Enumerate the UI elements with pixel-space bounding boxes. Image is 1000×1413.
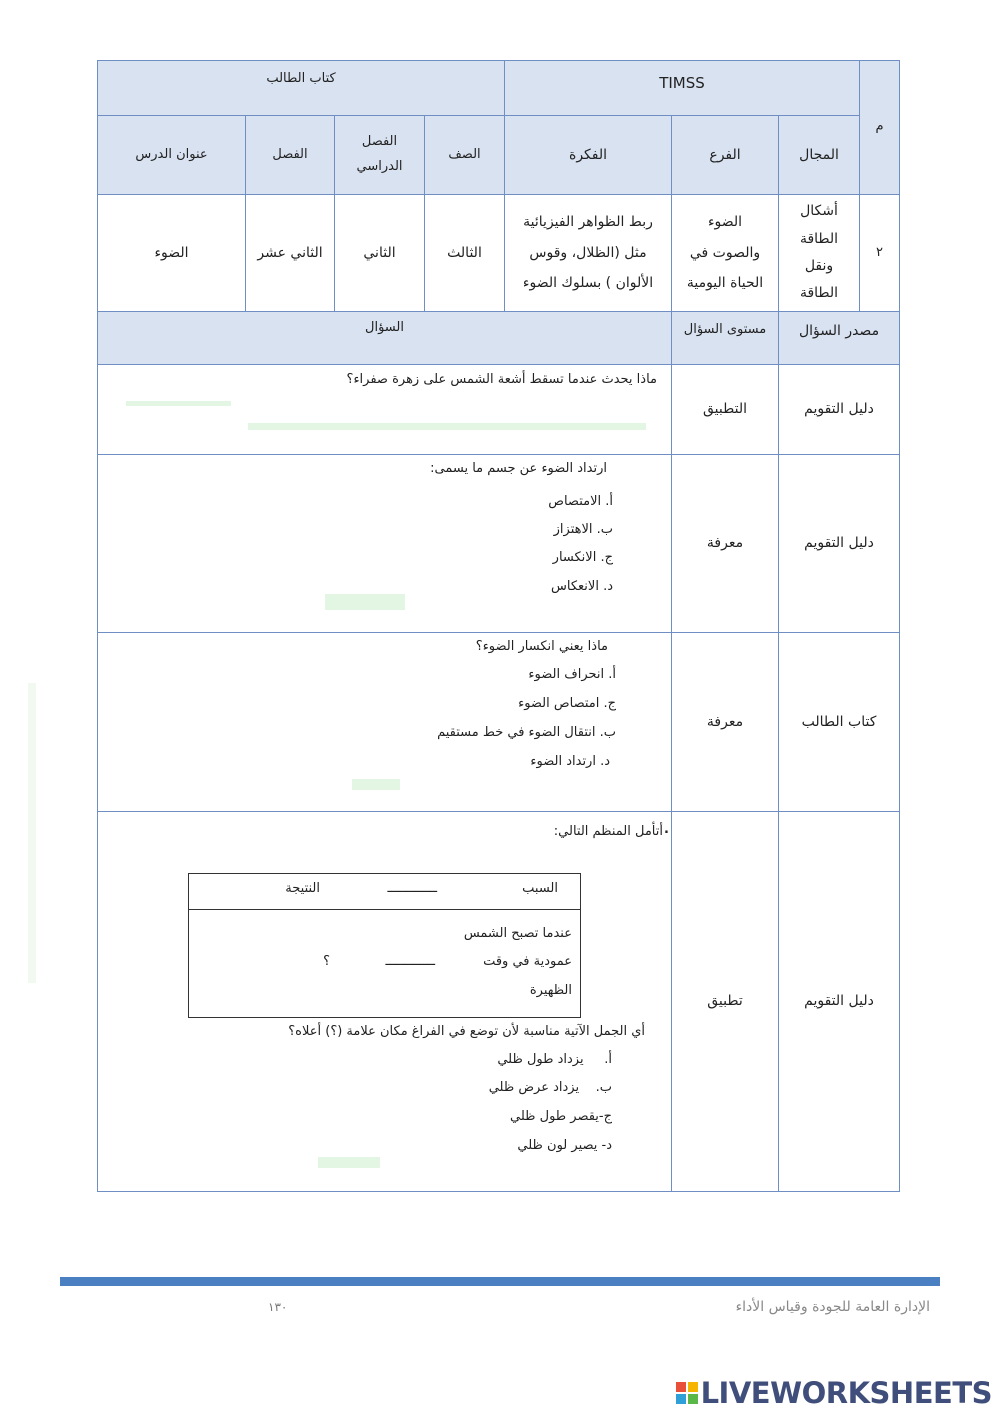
col-majal-label: المجال xyxy=(799,146,839,163)
q2-source: دليل التقويم xyxy=(804,535,874,552)
q3-source: كتاب الطالب xyxy=(801,713,877,730)
logo-text: LIVEWORKSHEETS xyxy=(700,1376,992,1410)
q1-text: ماذا يحدث عندما تسقط أشعة الشمس على زهرة صفراء؟ xyxy=(346,372,657,387)
col-saf-label: الصف xyxy=(448,146,481,162)
row-saf: الثالث xyxy=(447,244,482,261)
q4-followup: أي الجمل الآتية مناسبة لأن توضع في الفراغ مكان علامة (؟) أعلاه؟ xyxy=(288,1024,645,1039)
row-far-line: الضوء xyxy=(707,213,743,230)
row-majal-cell xyxy=(778,194,860,312)
q2-answer-field[interactable] xyxy=(325,594,405,610)
col-fasl-label: الفصل xyxy=(272,146,308,162)
q4-option: ب. يزداد عرض ظلي xyxy=(488,1080,612,1095)
qh-source-cell xyxy=(778,311,900,365)
q3-option: د. ارتداد الضوء xyxy=(530,754,610,769)
liveworksheets-logo xyxy=(676,1376,992,1410)
row-fikra-line: مثل (الظلال، وقوس xyxy=(529,244,647,261)
row-majal-line: أشكال xyxy=(800,203,838,220)
q2-option: ج. الانكسار xyxy=(552,550,613,565)
page-number: ١٣٠ xyxy=(268,1300,288,1314)
footer-bar xyxy=(60,1277,940,1286)
col-fasl xyxy=(245,115,335,195)
q1-answer-field-small[interactable] xyxy=(126,401,231,406)
row-majal-line: الطاقة xyxy=(799,230,839,247)
q3-source-cell xyxy=(778,632,900,812)
organizer-cause-line: عمودية في وقت xyxy=(483,954,572,969)
q4-source: دليل التقويم xyxy=(804,993,874,1010)
q4-bullet: . xyxy=(664,822,669,837)
col-far xyxy=(671,115,779,195)
col-fikra-label: الفكرة xyxy=(568,146,608,163)
col-saf xyxy=(424,115,505,195)
q4-source-cell xyxy=(778,811,900,1192)
row-fikra-line: الألوان ) بسلوك الضوء xyxy=(522,275,654,292)
col-fikra xyxy=(504,115,672,195)
row-majal-line: ونقل xyxy=(804,258,834,274)
organizer-arrow-mid: ـــــــــــــ xyxy=(385,954,435,969)
q4-option: ج-يقصر طول ظلي xyxy=(510,1109,612,1124)
header-timss-cell xyxy=(504,60,860,116)
margin-strip xyxy=(28,683,36,983)
header-timss: TIMSS xyxy=(659,74,705,92)
q3-option: أ. انحراف الضوء xyxy=(528,667,616,682)
organizer-cause-line: الظهيرة xyxy=(529,983,572,998)
q1-source: دليل التقويم xyxy=(804,401,874,418)
q2-level: معرفة xyxy=(706,535,744,552)
q4-level-cell xyxy=(671,811,779,1192)
q2-source-cell xyxy=(778,454,900,633)
header-m: م xyxy=(875,119,884,135)
q4-level: تطبيق xyxy=(707,993,743,1010)
row-far-line: الحياة اليومية xyxy=(686,275,764,292)
organizer-result-label: النتيجة xyxy=(285,881,320,896)
header-m-cell xyxy=(859,60,900,195)
row-fasl-dirasi-cell xyxy=(334,194,425,312)
footer-org: الإدارة العامة للجودة وقياس الأداء xyxy=(735,1299,930,1315)
row-far-cell xyxy=(671,194,779,312)
organizer-result-mark: ؟ xyxy=(323,954,330,969)
col-majal xyxy=(778,115,860,195)
q3-level-cell xyxy=(671,632,779,812)
organizer-divider xyxy=(188,909,581,910)
row-lesson-cell xyxy=(97,194,246,312)
q1-level-cell xyxy=(671,364,779,455)
q2-option: ب. الاهتزاز xyxy=(553,522,613,537)
row-fikra-cell xyxy=(504,194,672,312)
q4-option: د- يصير لون ظلي xyxy=(517,1138,612,1153)
q4-option: أ. يزداد طول ظلي xyxy=(497,1052,612,1067)
q1-source-cell xyxy=(778,364,900,455)
organizer-cause-label: السبب xyxy=(522,881,558,896)
q3-option: ب. انتقال الضوء في خط مستقيم xyxy=(437,725,616,740)
row-majal-line: الطاقة xyxy=(799,285,839,302)
col-fasl-dirasi-label-1: الفصل xyxy=(361,134,398,150)
q2-option: د. الانعكاس xyxy=(551,579,613,594)
row-lesson: الضوء xyxy=(154,244,189,261)
q4-text: أتأمل المنظم التالي: xyxy=(553,824,663,839)
row-fasl: الثاني عشر xyxy=(257,244,323,261)
organizer-arrow-top: ـــــــــــــ xyxy=(387,881,437,896)
qh-source: مصدر السؤال xyxy=(798,323,880,339)
row-num: ٢ xyxy=(876,244,883,260)
q1-level: التطبيق xyxy=(703,401,747,418)
qh-question: السؤال xyxy=(365,320,404,335)
q3-text: ماذا يعني انكسار الضوء؟ xyxy=(475,639,608,654)
q2-level-cell xyxy=(671,454,779,633)
col-far-label: الفرع xyxy=(709,146,741,163)
qh-question-cell xyxy=(97,311,672,365)
logo-squares-icon xyxy=(676,1382,698,1404)
col-fasl-dirasi-label-2: الدراسي xyxy=(356,159,403,174)
col-fasl-dirasi xyxy=(334,115,425,195)
qh-level-cell xyxy=(671,311,779,365)
row-fasl-cell xyxy=(245,194,335,312)
q1-answer-field[interactable] xyxy=(248,423,646,430)
col-lesson xyxy=(97,115,246,195)
q2-text: ارتداد الضوء عن جسم ما يسمى: xyxy=(430,461,607,476)
row-saf-cell xyxy=(424,194,505,312)
q3-option: ج. امتصاص الضوء xyxy=(518,696,616,711)
q4-answer-field[interactable] xyxy=(318,1157,380,1168)
row-far-line: والصوت في xyxy=(689,244,761,261)
row-num-cell xyxy=(859,194,900,312)
q3-answer-field[interactable] xyxy=(352,779,400,790)
row-fikra-line: ربط الظواهر الفيزيائية xyxy=(523,213,653,230)
q3-level: معرفة xyxy=(706,713,744,730)
qh-level: مستوى السؤال xyxy=(683,322,767,337)
header-student-book: كتاب الطالب xyxy=(266,71,336,86)
q2-option: أ. الامتصاص xyxy=(548,494,613,509)
header-student-book-cell xyxy=(97,60,505,116)
organizer-cause-line: عندما تصبح الشمس xyxy=(463,926,572,941)
row-fasl-dirasi: الثاني xyxy=(363,244,396,261)
col-lesson-label: عنوان الدرس xyxy=(135,146,208,162)
